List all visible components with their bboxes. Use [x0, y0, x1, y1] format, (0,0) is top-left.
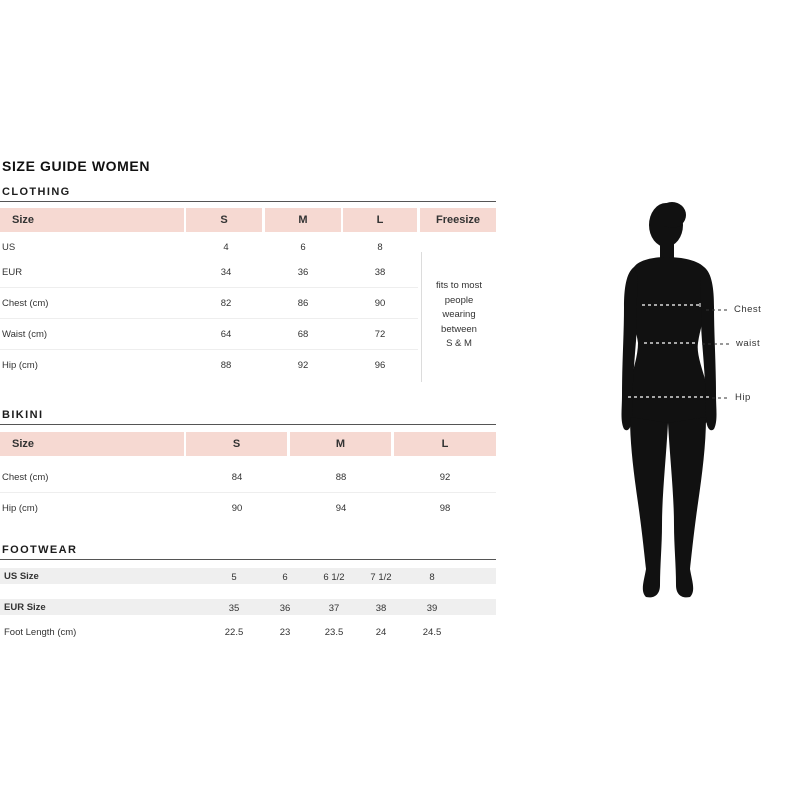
- row-separator: [0, 287, 418, 288]
- footwear-cell: 35: [228, 603, 240, 614]
- bikini-cell: 98: [439, 503, 451, 514]
- bikini-row-label: Chest (cm): [2, 472, 49, 483]
- hip-label: Hip: [735, 392, 751, 403]
- clothing-row-label: Waist (cm): [2, 329, 48, 340]
- footwear-cell: 8: [429, 572, 435, 583]
- bikini-header-size: Size: [0, 432, 184, 456]
- clothing-header-freesize: Freesize: [420, 208, 496, 232]
- footwear-cell: 24.5: [422, 627, 442, 638]
- row-separator: [0, 492, 496, 493]
- clothing-cell: 88: [220, 360, 232, 371]
- clothing-cell: 90: [374, 298, 386, 309]
- footwear-row-label: US Size: [4, 571, 39, 582]
- bikini-cell: 90: [231, 503, 243, 514]
- clothing-cell: 38: [374, 267, 386, 278]
- clothing-cell: 82: [220, 298, 232, 309]
- bikini-heading: BIKINI: [2, 409, 44, 421]
- bikini-cell: 94: [335, 503, 347, 514]
- clothing-cell: 72: [374, 329, 386, 340]
- row-separator: [0, 349, 418, 350]
- footwear-cell: 23.5: [324, 627, 344, 638]
- clothing-cell: 64: [220, 329, 232, 340]
- clothing-cell: 68: [297, 329, 309, 340]
- bikini-rule: [0, 424, 496, 425]
- footwear-cell: 39: [426, 603, 438, 614]
- bikini-row-label: Hip (cm): [2, 503, 38, 514]
- bikini-header-m: M: [290, 432, 391, 456]
- clothing-cell: 34: [220, 267, 232, 278]
- footwear-cell: 38: [375, 603, 387, 614]
- clothing-cell: 92: [297, 360, 309, 371]
- clothing-cell: 36: [297, 267, 309, 278]
- footwear-cell: 7 1/2: [370, 572, 392, 583]
- chest-label: Chest: [734, 304, 762, 315]
- freesize-note-line: between: [441, 323, 477, 335]
- clothing-row-label: Chest (cm): [2, 298, 49, 309]
- clothing-cell: 96: [374, 360, 386, 371]
- freesize-note-line: fits to most: [436, 280, 482, 291]
- footwear-heading: FOOTWEAR: [2, 544, 78, 556]
- clothing-header-m: M: [265, 208, 341, 232]
- clothing-cell: 86: [297, 298, 309, 309]
- clothing-header-l: L: [343, 208, 417, 232]
- waist-label: waist: [736, 338, 761, 349]
- clothing-header-s: S: [186, 208, 262, 232]
- bikini-header-l: L: [394, 432, 496, 456]
- bikini-cell: 84: [231, 472, 243, 483]
- footwear-row-label: EUR Size: [4, 602, 46, 613]
- clothing-cell: 8: [377, 242, 383, 253]
- bikini-cell: 88: [335, 472, 347, 483]
- bikini-cell: 92: [439, 472, 451, 483]
- clothing-header-size: Size: [0, 208, 184, 232]
- page-title: SIZE GUIDE WOMEN: [2, 158, 151, 174]
- footwear-cell: 36: [279, 603, 291, 614]
- row-separator: [0, 318, 418, 319]
- woman-silhouette: [600, 195, 780, 610]
- footwear-cell: 5: [231, 572, 237, 583]
- clothing-rule: [0, 201, 496, 202]
- clothing-row-label: EUR: [2, 267, 23, 278]
- clothing-row-label: Hip (cm): [2, 360, 38, 371]
- freesize-note-line: wearing: [442, 309, 476, 320]
- footwear-rule: [0, 559, 496, 560]
- footwear-cell: 23: [279, 627, 291, 638]
- footwear-cell: 37: [328, 603, 340, 614]
- footwear-cell: 24: [375, 627, 387, 638]
- freesize-note: [419, 279, 499, 352]
- clothing-cell: 4: [223, 242, 229, 253]
- clothing-row-label: US: [2, 242, 16, 253]
- footwear-cell: 6: [282, 572, 288, 583]
- bikini-header-s: S: [186, 432, 287, 456]
- footwear-cell: 6 1/2: [323, 572, 345, 583]
- clothing-heading: CLOTHING: [2, 186, 71, 198]
- footwear-row-label: Foot Length (cm): [4, 627, 77, 638]
- freesize-note-line: S & M: [446, 338, 472, 349]
- freesize-note-line: people: [444, 294, 474, 306]
- clothing-cell: 6: [300, 242, 306, 253]
- footwear-cell: 22.5: [224, 627, 244, 638]
